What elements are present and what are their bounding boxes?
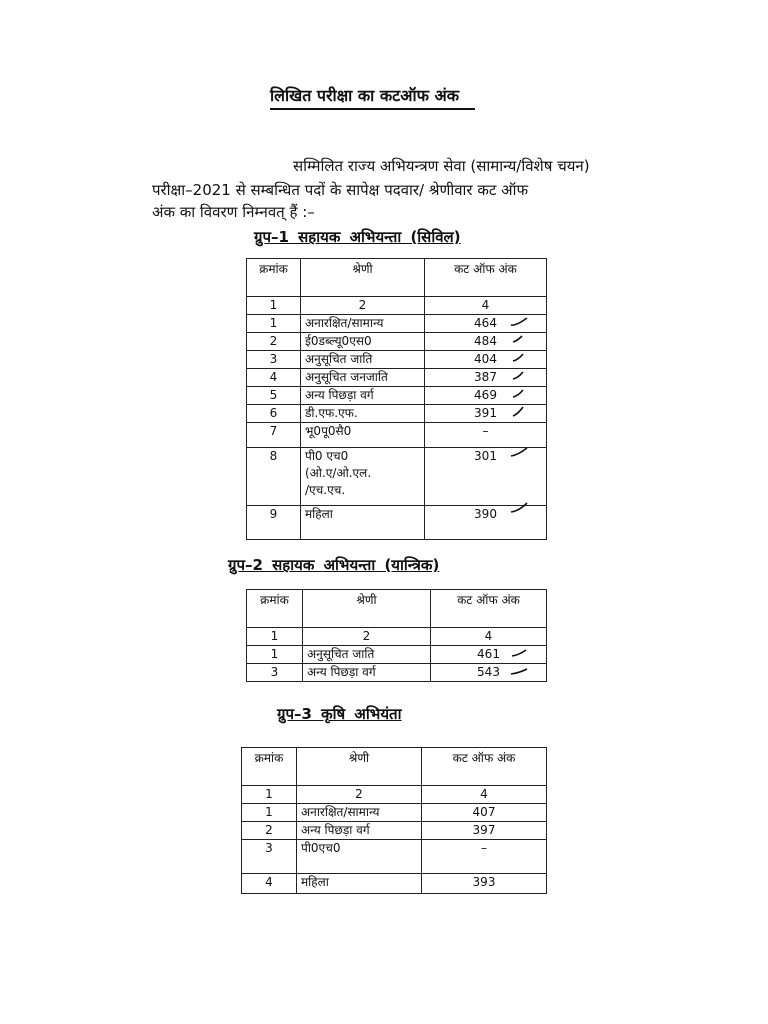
cutoff-value: 390 <box>474 507 497 521</box>
serial-cell: 6 <box>247 405 301 423</box>
cutoff-cell: 407 <box>422 804 547 822</box>
check-mark-icon <box>510 406 528 418</box>
table-row <box>242 804 547 822</box>
index-row <box>247 297 547 315</box>
category-cell: अन्य पिछड़ा वर्ग <box>303 664 431 682</box>
table-row <box>247 448 547 506</box>
table-row <box>242 874 547 894</box>
table-row <box>242 840 547 874</box>
table-header-row <box>247 590 547 628</box>
table-row <box>242 822 547 840</box>
category-cell: डी.एफ.एफ. <box>301 405 425 423</box>
category-cell: ई0डब्ल्यू0एस0 <box>301 333 425 351</box>
table-row <box>247 387 547 405</box>
serial-cell: 1 <box>247 646 303 664</box>
serial-cell: 2 <box>242 822 297 840</box>
cutoff-cell <box>425 333 547 351</box>
intro-line-3: अंक का विवरण निम्नवत् हैं :– <box>152 203 315 221</box>
cutoff-value: 461 <box>477 647 500 661</box>
header-category: श्रेणी <box>301 259 425 297</box>
serial-cell: 3 <box>242 840 297 874</box>
category-cell: भू0पू0सै0 <box>301 423 425 448</box>
cutoff-cell: – <box>425 423 547 448</box>
index-cell: 2 <box>303 628 431 646</box>
table-row <box>247 506 547 540</box>
intro-line-2: परीक्षा–2021 से सम्बन्धित पदों के सापेक्ष पदवार/ श्रेणीवार कट ऑफ <box>152 181 529 199</box>
table-row <box>247 315 547 333</box>
cutoff-cell <box>425 506 547 540</box>
cutoff-cell <box>425 369 547 387</box>
table-row <box>247 333 547 351</box>
check-mark-icon <box>510 316 528 328</box>
check-mark-icon <box>510 665 528 677</box>
table-row <box>247 351 547 369</box>
index-cell: 4 <box>425 297 547 315</box>
category-cell <box>301 448 425 506</box>
category-cell: अनुसूचित जनजाति <box>301 369 425 387</box>
serial-cell: 5 <box>247 387 301 405</box>
cutoff-value: 464 <box>474 316 497 330</box>
header-cutoff: कट ऑफ अंक <box>431 590 547 628</box>
cutoff-cell <box>425 315 547 333</box>
group-2-table <box>246 589 547 682</box>
check-mark-icon <box>510 446 528 458</box>
serial-cell: 4 <box>247 369 301 387</box>
table-header-row <box>242 748 547 786</box>
check-mark-icon <box>510 334 528 346</box>
category-cell: अनुसूचित जाति <box>301 351 425 369</box>
cutoff-cell <box>431 646 547 664</box>
cutoff-value: 301 <box>474 449 497 463</box>
cutoff-cell: – <box>422 840 547 874</box>
table-row <box>247 369 547 387</box>
category-line: पी0 एच0 <box>305 449 349 463</box>
cutoff-cell <box>425 387 547 405</box>
serial-cell: 8 <box>247 448 301 506</box>
category-line: /एच.एच. <box>305 483 346 497</box>
cutoff-value: 469 <box>474 388 497 402</box>
category-cell: महिला <box>297 874 422 894</box>
category-line: (ओ.ए/ओ.एल. <box>305 466 372 480</box>
table-row <box>247 664 547 682</box>
header-category: श्रेणी <box>303 590 431 628</box>
serial-cell: 1 <box>247 315 301 333</box>
index-cell: 4 <box>422 786 547 804</box>
cutoff-value: 391 <box>474 406 497 420</box>
header-serial: क्रमांक <box>242 748 297 786</box>
cutoff-value: 484 <box>474 334 497 348</box>
header-cutoff: कट ऑफ अंक <box>425 259 547 297</box>
index-cell: 1 <box>247 297 301 315</box>
cutoff-cell <box>431 664 547 682</box>
table-row <box>247 405 547 423</box>
check-mark-icon <box>510 502 528 514</box>
index-cell: 2 <box>301 297 425 315</box>
cutoff-cell <box>425 405 547 423</box>
header-cutoff: कट ऑफ अंक <box>422 748 547 786</box>
index-row <box>247 628 547 646</box>
cutoff-value: 404 <box>474 352 497 366</box>
category-cell: अनारक्षित/सामान्य <box>297 804 422 822</box>
page-title: लिखित परीक्षा का कटऑफ अंक <box>270 84 475 110</box>
group-3-table <box>241 747 547 894</box>
group-2-heading: ग्रुप–2 सहायक अभियन्ता (यान्त्रिक) <box>228 556 440 574</box>
cutoff-cell: 397 <box>422 822 547 840</box>
header-serial: क्रमांक <box>247 259 301 297</box>
serial-cell: 2 <box>247 333 301 351</box>
index-cell: 2 <box>297 786 422 804</box>
serial-cell: 9 <box>247 506 301 540</box>
header-serial: क्रमांक <box>247 590 303 628</box>
category-cell: महिला <box>301 506 425 540</box>
category-cell: पी0एच0 <box>297 840 422 874</box>
category-cell: अनारक्षित/सामान्य <box>301 315 425 333</box>
header-category: श्रेणी <box>297 748 422 786</box>
category-cell: अनुसूचित जाति <box>303 646 431 664</box>
group-1-table <box>246 258 547 540</box>
check-mark-icon <box>510 370 528 382</box>
table-row <box>247 646 547 664</box>
cutoff-value: 543 <box>477 665 500 679</box>
cutoff-cell <box>425 351 547 369</box>
index-row <box>242 786 547 804</box>
serial-cell: 7 <box>247 423 301 448</box>
table-header-row <box>247 259 547 297</box>
check-mark-icon <box>510 352 528 364</box>
cutoff-cell <box>425 448 547 506</box>
intro-line-1: सम्मिलित राज्य अभियन्त्रण सेवा (सामान्य/विशेष चयन) <box>293 157 590 175</box>
serial-cell: 1 <box>242 804 297 822</box>
cutoff-value: 387 <box>474 370 497 384</box>
serial-cell: 3 <box>247 351 301 369</box>
check-mark-icon <box>510 647 528 659</box>
category-cell: अन्य पिछड़ा वर्ग <box>301 387 425 405</box>
index-cell: 1 <box>242 786 297 804</box>
group-3-heading: ग्रुप–3 कृषि अभियंता <box>277 705 402 723</box>
table-row <box>247 423 547 448</box>
cutoff-cell: 393 <box>422 874 547 894</box>
serial-cell: 3 <box>247 664 303 682</box>
check-mark-icon <box>510 388 528 400</box>
category-cell: अन्य पिछड़ा वर्ग <box>297 822 422 840</box>
serial-cell: 4 <box>242 874 297 894</box>
group-1-heading: ग्रुप–1 सहायक अभियन्ता (सिविल) <box>254 228 461 246</box>
index-cell: 1 <box>247 628 303 646</box>
index-cell: 4 <box>431 628 547 646</box>
